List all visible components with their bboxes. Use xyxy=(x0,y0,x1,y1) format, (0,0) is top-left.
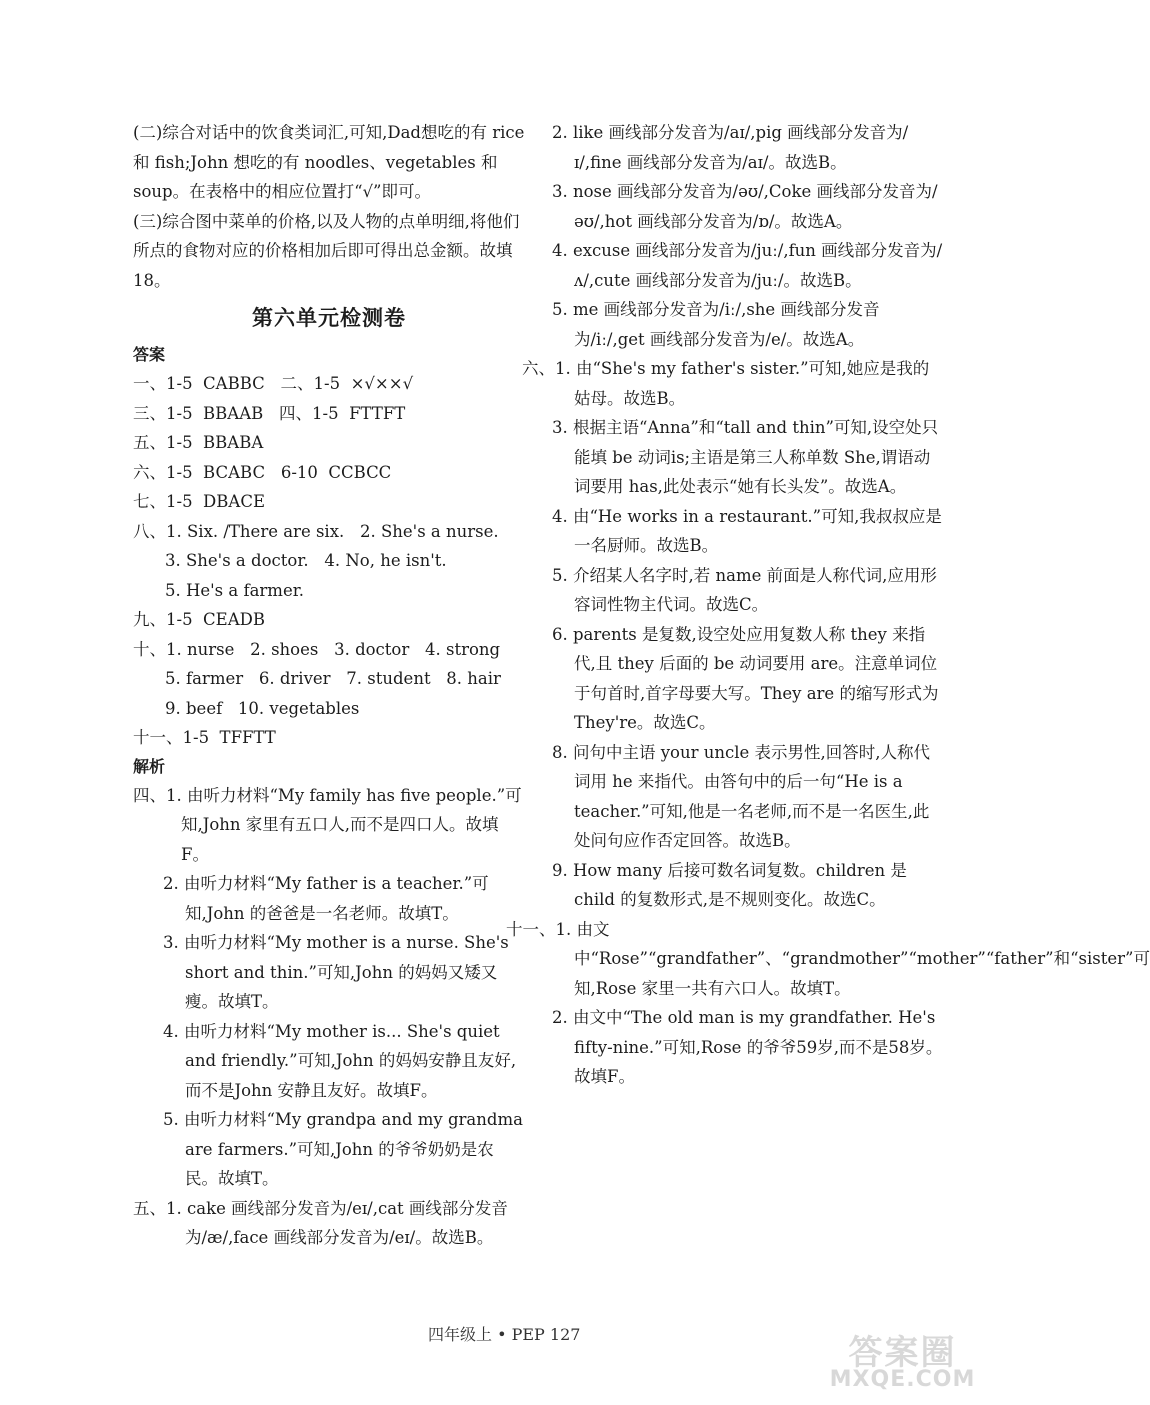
analysis-item: 8. 问句中主语 your uncle 表示男性,回答时,人称代词用 he 来指代。由答句中的后一句“He is a teacher.”可知,他是一名老师,而不是一名医生,此处问句应作否定回答。故选B。 xyxy=(552,742,931,850)
analysis-item: 4. 由听力材料“My mother is... She's quiet and friendly.”可知,John 的妈妈安静且友好,而不是John 安静且友好。故填F。 xyxy=(163,1021,517,1100)
answer-row: 五、1-5 BBABA xyxy=(133,433,264,452)
watermark-text: 答案圈 xyxy=(848,1333,957,1373)
answer-row: 六、1-5 BCABC 6-10 CCBCC xyxy=(133,462,392,482)
analysis-item: 2. 由文中“The old man is my grandfather. He's fifty-nine.”可知,Rose 的爷爷59岁,而不是58岁。故填F。 xyxy=(552,1008,943,1086)
answer-row: 三、1-5 BBAAB 四、1-5 FTTFT xyxy=(133,403,406,423)
answer-row: 5. He's a farmer. xyxy=(165,580,305,600)
paragraph: (三)综合图中菜单的价格,以及人物的点单明细,将他们所点的食物对应的价格相加后即可得出总金额。故填18。 xyxy=(133,211,520,290)
paragraph: (二)综合对话中的饮食类词汇,可知,Dad想吃的有 rice 和 fish;John 想吃的有 noodles、vegetables 和 soup。在表格中的相应位置打“√”即可。 xyxy=(133,123,525,201)
analysis-item: 5. me 画线部分发音为/iː/,she 画线部分发音为/iː/,get 画线部分发音为/e/。故选A。 xyxy=(552,300,880,349)
answer-row: 3. She's a doctor. 4. No, he isn't. xyxy=(165,551,447,570)
watermark-logo xyxy=(820,1325,985,1395)
analysis-item: 四、1. 由听力材料“My family has five people.”可知,John 家里有五口人,而不是四口人。故填F。 xyxy=(133,785,522,864)
analysis-heading: 解析 xyxy=(133,756,166,776)
analysis-item: 4. 由“He works in a restaurant.”可知,我叔叔应是一名厨师。故选B。 xyxy=(552,506,942,555)
section-title: 第六单元检测卷 xyxy=(252,306,406,330)
left-column xyxy=(133,118,525,1253)
analysis-item: 3. 由听力材料“My mother is a nurse. She's short and thin.”可知,John 的妈妈又矮又瘦。故填T。 xyxy=(163,933,509,1011)
analysis-item: 六、1. 由“She's my father's sister.”可知,她应是我的姑母。故选B。 xyxy=(522,359,930,408)
analysis-item: 4. excuse 画线部分发音为/juː/,fun 画线部分发音为/ʌ/,cute 画线部分发音为/juː/。故选B。 xyxy=(552,241,943,290)
analysis-item: 十一、1. 由文中“Rose”“grandfather”、“grandmother”“mother”“father”和“sister”可知,Rose 家里一共有六口人。故填T。 xyxy=(506,919,1150,998)
answer-row: 八、1. Six. /There are six. 2. She's a nurse. xyxy=(133,521,499,541)
page-footer: 四年级上 • PEP 127 xyxy=(428,1325,581,1344)
analysis-item: 2. like 画线部分发音为/aɪ/,pig 画线部分发音为/ɪ/,fine 画线部分发音为/aɪ/。故选B。 xyxy=(552,123,909,172)
watermark-url: MXQE.COM xyxy=(829,1367,976,1392)
analysis-item: 五、1. cake 画线部分发音为/eɪ/,cat 画线部分发音为/æ/,face 画线部分发音为/eɪ/。故选B。 xyxy=(133,1198,508,1247)
analysis-item: 3. nose 画线部分发音为/əʊ/,Coke 画线部分发音为/əʊ/,hot 画线部分发音为/ɒ/。故选A。 xyxy=(552,182,938,231)
answer-row: 一、1-5 CABBC 二、1-5 ×√××√ xyxy=(133,374,414,393)
analysis-item: 5. 由听力材料“My grandpa and my grandma are farmers.”可知,John 的爷爷奶奶是农民。故填T。 xyxy=(163,1110,523,1188)
answer-row: 七、1-5 DBACE xyxy=(133,492,265,511)
answer-row: 十、1. nurse 2. shoes 3. doctor 4. strong xyxy=(133,639,501,659)
answer-row: 九、1-5 CEADB xyxy=(133,610,265,629)
answer-row: 5. farmer 6. driver 7. student 8. hair xyxy=(165,669,501,688)
answer-row: 9. beef 10. vegetables xyxy=(165,698,360,718)
analysis-item: 6. parents 是复数,设空处应用复数人称 they 来指代,且 they 后面的 be 动词要用 are。注意单词位于句首时,首字母要大写。They are 的缩写形式为 They're。故选C。 xyxy=(552,624,939,732)
analysis-item: 3. 根据主语“Anna”和“tall and thin”可知,设空处只能填 be 动词is;主语是第三人称单数 She,谓语动词要用 has,此处表示“她有长头发”。故选A。 xyxy=(552,418,939,496)
right-column xyxy=(506,118,1150,1092)
answer-row: 十一、1-5 TFFTT xyxy=(133,728,276,747)
analysis-item: 9. How many 后接可数名词复数。children 是 child 的复数形式,是不规则变化。故选C。 xyxy=(552,860,907,909)
analysis-item: 5. 介绍某人名字时,若 name 前面是人称代词,应用形容词性物主代词。故选C。 xyxy=(552,565,937,614)
answers-heading: 答案 xyxy=(133,345,166,364)
analysis-item: 2. 由听力材料“My father is a teacher.”可知,John 的爸爸是一名老师。故填T。 xyxy=(163,874,489,923)
